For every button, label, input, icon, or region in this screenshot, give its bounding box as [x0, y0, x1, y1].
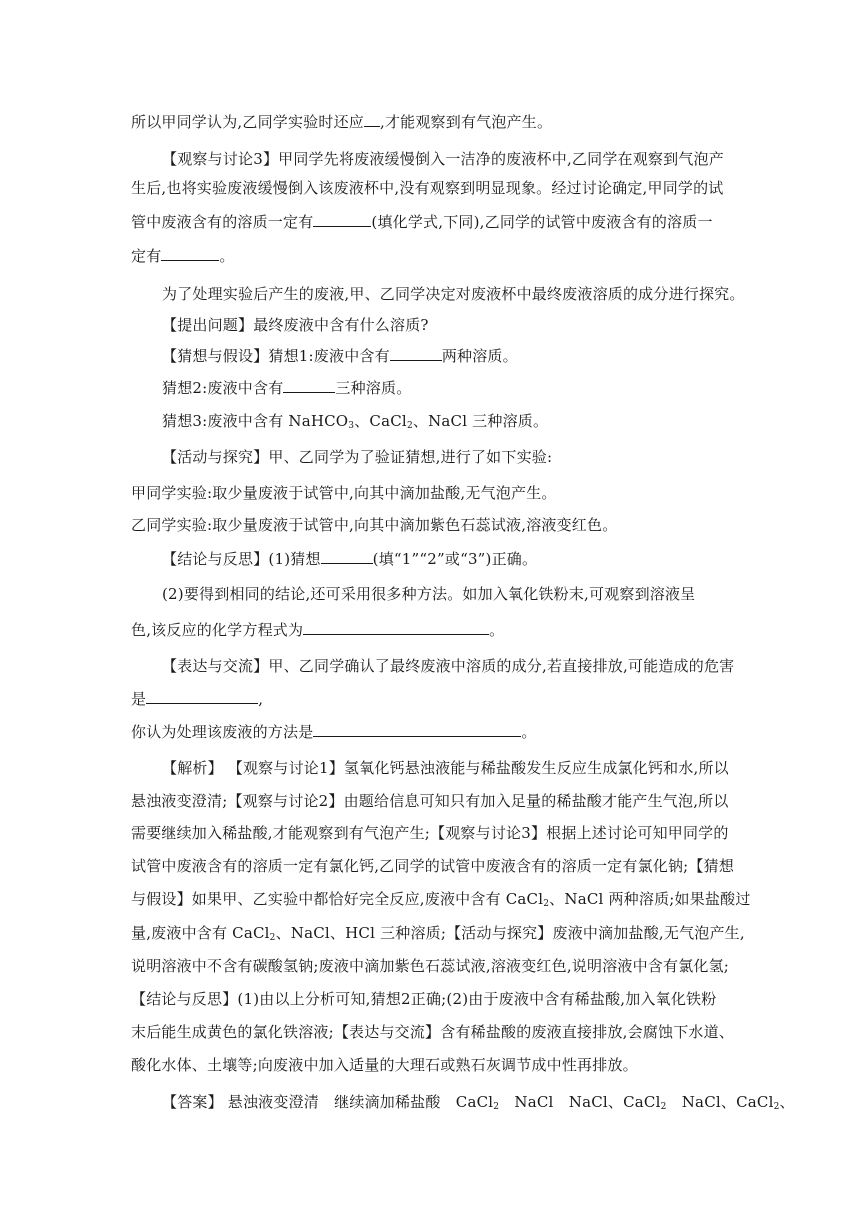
text-line: (2)要得到相同的结论,还可采用很多种方法。如加入氧化铁粉末,可观察到溶液呈 [162, 585, 696, 603]
text-line: 甲同学实验:取少量废液于试管中,向其中滴加盐酸,无气泡产生。 [131, 484, 557, 502]
text-line: 管中废液含有的溶质一定有 (填化学式,下同),乙同学的试管中废液含有的溶质一 [131, 213, 713, 231]
analysis-line: 试管中废液含有的溶质一定有氯化钙,乙同学的试管中废液含有的溶质一定有氯化钠;【猜想 [131, 857, 735, 875]
analysis-line: 酸化水体、土壤等;向废液中加入适量的大理石或熟石灰调节成中性再排放。 [131, 1056, 638, 1074]
fill-blank [313, 212, 371, 227]
fill-blank [390, 346, 442, 361]
fill-blank [364, 112, 380, 127]
fill-blank [313, 722, 521, 737]
analysis-line: 【解析】 【观察与讨论1】氢氧化钙悬浊液能与稀盐酸发生反应生成氯化钙和水,所以 [162, 759, 729, 777]
fill-blank [161, 246, 219, 261]
fill-blank [283, 378, 335, 393]
text-line: 乙同学实验:取少量废液于试管中,向其中滴加紫色石蕊试液,溶液变红色。 [131, 516, 618, 534]
answer-line: 【答案】 悬浊液变澄清 继续滴加稀盐酸 CaCl$_2$ NaCl NaCl、CaCl$_2$ NaCl、CaCl$_2$、 [162, 1093, 795, 1112]
text-line: 【观察与讨论3】甲同学先将废液缓慢倒入一洁净的废液杯中,乙同学在观察到气泡产 [162, 150, 724, 168]
fill-blank [303, 620, 489, 635]
text-line: 生后,也将实验废液缓慢倒入该废液杯中,没有观察到明显现象。经过讨论确定,甲同学的试 [131, 179, 724, 197]
text-line: 【猜想与假设】猜想1:废液中含有 两种溶质。 [162, 347, 518, 365]
analysis-line: 【结论与反思】(1)由以上分析可知,猜想2正确;(2)由于废液中含有稀盐酸,加入氧化铁粉 [131, 990, 717, 1008]
text-line: 色,该反应的化学方程式为 。 [131, 621, 505, 639]
text-line: 【活动与探究】甲、乙同学为了验证猜想,进行了如下实验: [162, 448, 553, 466]
text-line: 【表达与交流】甲、乙同学确认了最终废液中溶质的成分,若直接排放,可能造成的危害 [162, 657, 735, 675]
text-line: 猜想3:废液中含有 NaHCO$_3$、CaCl$_2$、NaCl 三种溶质。 [162, 412, 549, 431]
analysis-line: 与假设】如果甲、乙实验中都恰好完全反应,废液中含有 CaCl$_2$、NaCl 两种溶质;如果盐酸过 [131, 890, 751, 909]
fill-blank [321, 549, 373, 564]
analysis-line: 需要继续加入稀盐酸,才能观察到有气泡产生;【观察与讨论3】根据上述讨论可知甲同学的 [131, 824, 729, 842]
analysis-line: 说明溶液中不含有碳酸氢钠;废液中滴加紫色石蕊试液,溶液变红色,说明溶液中含有氯化氢; [131, 957, 730, 975]
analysis-line: 悬浊液变澄清;【观察与讨论2】由题给信息可知只有加入足量的稀盐酸才能产生气泡,所以 [131, 792, 729, 810]
analysis-line: 末后能生成黄色的氯化铁溶液;【表达与交流】含有稀盐酸的废液直接排放,会腐蚀下水道、 [131, 1023, 735, 1041]
text-line: 是 , [131, 690, 264, 708]
text-line: 【提出问题】最终废液中含有什么溶质? [162, 316, 429, 334]
text-line: 【结论与反思】(1)猜想 (填“1”“2”或“3”)正确。 [162, 550, 538, 568]
text-line: 所以甲同学认为,乙同学实验时还应 ,才能观察到有气泡产生。 [131, 113, 553, 131]
text-line: 猜想2:废液中含有 三种溶质。 [162, 379, 412, 397]
text-line: 定有 。 [131, 247, 235, 265]
text-line: 为了处理实验后产生的废液,甲、乙同学决定对废液杯中最终废液溶质的成分进行探究。 [162, 285, 745, 303]
analysis-line: 量,废液中含有 CaCl$_2$、NaCl、HCl 三种溶质;【活动与探究】废液中滴加盐酸,无气泡产生, [131, 924, 745, 943]
fill-blank [146, 689, 258, 704]
text-line: 你认为处理该废液的方法是 。 [131, 723, 537, 741]
